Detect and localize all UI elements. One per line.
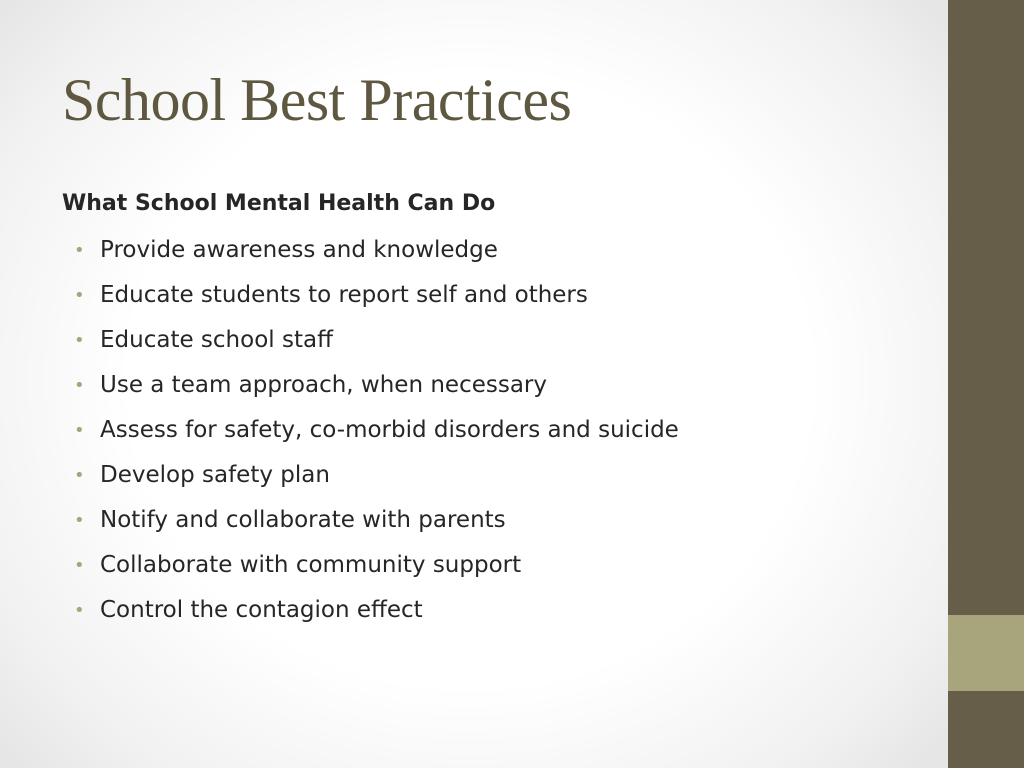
bullet-item [62, 273, 922, 318]
bullet-text: Control the contagion effect [100, 597, 423, 623]
bullet-item [62, 588, 922, 633]
bullet-list [62, 228, 922, 633]
slide-title: School Best Practices [62, 67, 572, 133]
bullet-icon: • [74, 465, 85, 486]
bullet-icon: • [74, 285, 85, 306]
bullet-icon: • [74, 240, 85, 261]
bullet-text: Use a team approach, when necessary [100, 372, 547, 398]
bullet-text: Develop safety plan [100, 462, 330, 488]
slide-content [62, 184, 922, 633]
bullet-icon: • [74, 600, 85, 621]
bullet-icon: • [74, 420, 85, 441]
bullet-item [62, 453, 922, 498]
bullet-item [62, 318, 922, 363]
bullet-item [62, 408, 922, 453]
bullet-item [62, 363, 922, 408]
bullet-item [62, 498, 922, 543]
bullet-icon: • [74, 375, 85, 396]
bullet-text: Provide awareness and knowledge [100, 237, 498, 263]
bullet-icon: • [74, 555, 85, 576]
section-heading: What School Mental Health Can Do [62, 191, 496, 216]
bullet-icon: • [74, 330, 85, 351]
bullet-text: Educate school staff [100, 327, 333, 353]
bullet-icon: • [74, 510, 85, 531]
bullet-text: Collaborate with community support [100, 552, 522, 578]
bullet-item [62, 543, 922, 588]
bullet-text: Assess for safety, co-morbid disorders and suicide [100, 417, 679, 443]
bullet-text: Educate students to report self and others [100, 282, 588, 308]
bullet-text: Notify and collaborate with parents [100, 507, 506, 533]
bullet-item [62, 228, 922, 273]
side-bar-accent [948, 615, 1024, 691]
